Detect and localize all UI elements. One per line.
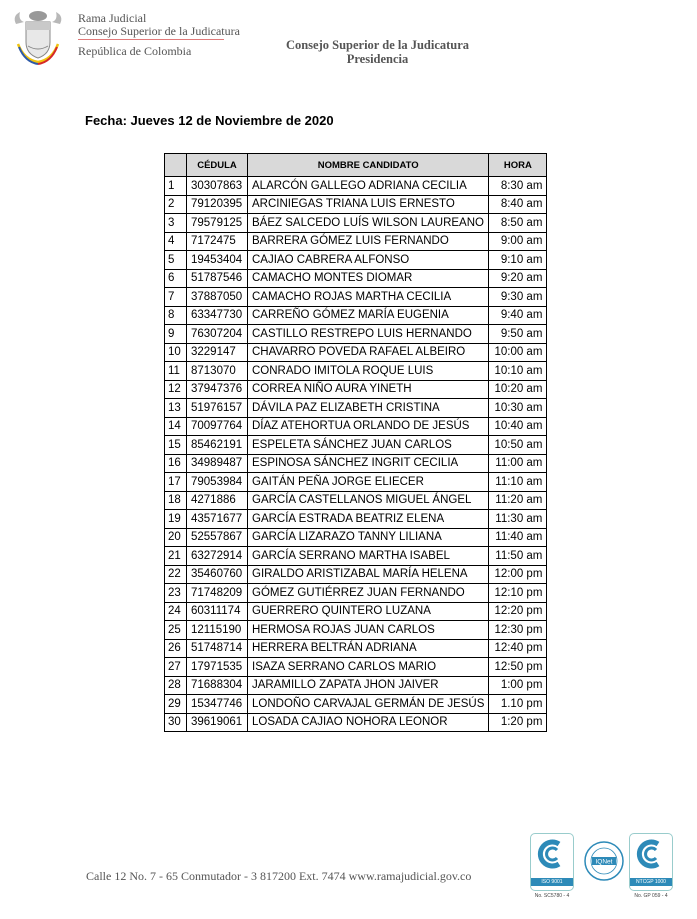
nombre-cell: LOSADA CAJIAO NOHORA LEONOR	[248, 713, 489, 732]
row-number: 15	[165, 436, 187, 455]
nombre-cell: BARRERA GÓMEZ LUIS FERNANDO	[248, 232, 489, 251]
table-header-row	[165, 154, 547, 177]
nombre-cell: CHAVARRO POVEDA RAFAEL ALBEIRO	[248, 343, 489, 362]
cedula-cell: 51787546	[187, 269, 248, 288]
hora-cell: 10:00 am	[489, 343, 547, 362]
table-row	[165, 214, 547, 233]
cedula-cell: 19453404	[187, 251, 248, 270]
row-number: 17	[165, 473, 187, 492]
cedula-cell: 52557867	[187, 528, 248, 547]
row-number: 27	[165, 658, 187, 677]
cedula-cell: 35460760	[187, 565, 248, 584]
table-row	[165, 362, 547, 381]
table-row	[165, 584, 547, 603]
hora-cell: 9:10 am	[489, 251, 547, 270]
cedula-cell: 3229147	[187, 343, 248, 362]
hora-cell: 8:30 am	[489, 177, 547, 196]
table-row	[165, 528, 547, 547]
cedula-cell: 79120395	[187, 195, 248, 214]
iqnet-label: IQNet	[595, 858, 613, 866]
hora-cell: 12:00 pm	[489, 565, 547, 584]
cedula-cell: 70097764	[187, 417, 248, 436]
logo-line-1: Rama Judicial	[78, 11, 147, 25]
row-number: 21	[165, 547, 187, 566]
cedula-cell: 30307863	[187, 177, 248, 196]
hora-cell: 1:20 pm	[489, 713, 547, 732]
hora-cell: 10:30 am	[489, 399, 547, 418]
cedula-cell: 7172475	[187, 232, 248, 251]
icontec-logo-icon	[535, 839, 569, 869]
row-number: 2	[165, 195, 187, 214]
table-row	[165, 658, 547, 677]
table-row	[165, 491, 547, 510]
nombre-cell: GUERRERO QUINTERO LUZANA	[248, 602, 489, 621]
row-number: 7	[165, 288, 187, 307]
cedula-cell: 51976157	[187, 399, 248, 418]
hora-cell: 8:50 am	[489, 214, 547, 233]
row-number: 30	[165, 713, 187, 732]
hora-cell: 12:10 pm	[489, 584, 547, 603]
hora-cell: 9:00 am	[489, 232, 547, 251]
cedula-cell: 60311174	[187, 602, 248, 621]
table-row	[165, 695, 547, 714]
table-row	[165, 713, 547, 732]
row-number: 4	[165, 232, 187, 251]
cedula-cell: 17971535	[187, 658, 248, 677]
table-row	[165, 473, 547, 492]
hora-cell: 1.10 pm	[489, 695, 547, 714]
row-number: 1	[165, 177, 187, 196]
hora-cell: 9:30 am	[489, 288, 547, 307]
hora-cell: 10:40 am	[489, 417, 547, 436]
nombre-cell: GÓMEZ GUTIÉRREZ JUAN FERNANDO	[248, 584, 489, 603]
hora-cell: 11:40 am	[489, 528, 547, 547]
nombre-cell: CAMACHO MONTES DIOMAR	[248, 269, 489, 288]
row-number: 23	[165, 584, 187, 603]
table-row	[165, 639, 547, 658]
hora-cell: 12:30 pm	[489, 621, 547, 640]
table-row	[165, 547, 547, 566]
nombre-cell: BÁEZ SALCEDO LUÍS WILSON LAUREANO	[248, 214, 489, 233]
hora-cell: 11:10 am	[489, 473, 547, 492]
nombre-cell: GIRALDO ARISTIZABAL MARÍA HELENA	[248, 565, 489, 584]
hora-cell: 10:20 am	[489, 380, 547, 399]
iso-9001-badge	[530, 833, 574, 899]
cedula-cell: 12115190	[187, 621, 248, 640]
cedula-cell: 71688304	[187, 676, 248, 695]
hora-cell: 11:50 am	[489, 547, 547, 566]
table-row	[165, 436, 547, 455]
nombre-cell: CAJIAO CABRERA ALFONSO	[248, 251, 489, 270]
row-number: 28	[165, 676, 187, 695]
nombre-cell: ALARCÓN GALLEGO ADRIANA CECILIA	[248, 177, 489, 196]
row-number: 14	[165, 417, 187, 436]
iso-9001-caption: No. SC5780 - 4	[534, 893, 570, 899]
table-row	[165, 565, 547, 584]
cedula-cell: 39619061	[187, 713, 248, 732]
hora-cell: 11:20 am	[489, 491, 547, 510]
nombre-cell: GARCÍA CASTELLANOS MIGUEL ÁNGEL	[248, 491, 489, 510]
cedula-cell: 8713070	[187, 362, 248, 381]
organization-heading	[220, 38, 535, 66]
table-row	[165, 288, 547, 307]
iqnet-seal-icon	[583, 840, 625, 882]
logo-text	[78, 12, 240, 58]
nombre-cell: LONDOÑO CARVAJAL GERMÁN DE JESÚS	[248, 695, 489, 714]
row-number: 20	[165, 528, 187, 547]
row-number: 26	[165, 639, 187, 658]
nombre-cell: GARCÍA LIZARAZO TANNY LILIANA	[248, 528, 489, 547]
organization-unit: Presidencia	[346, 52, 409, 66]
cedula-cell: 71748209	[187, 584, 248, 603]
row-number: 5	[165, 251, 187, 270]
nombre-cell: ARCINIEGAS TRIANA LUIS ERNESTO	[248, 195, 489, 214]
organization-name: Consejo Superior de la Judicatura	[285, 38, 470, 52]
cedula-cell: 43571677	[187, 510, 248, 529]
row-number: 9	[165, 325, 187, 344]
hora-cell: 8:40 am	[489, 195, 547, 214]
table-row	[165, 399, 547, 418]
col-header-hora: HORA	[489, 154, 547, 177]
table-row	[165, 232, 547, 251]
table-row	[165, 510, 547, 529]
nombre-cell: CASTILLO RESTREPO LUIS HERNANDO	[248, 325, 489, 344]
table-row	[165, 621, 547, 640]
table-row	[165, 177, 547, 196]
ntcgp-1000-caption: No. GP 059 - 4	[634, 893, 668, 899]
col-header-cedula: CÉDULA	[187, 154, 248, 177]
hora-cell: 10:50 am	[489, 436, 547, 455]
logo-divider	[78, 39, 224, 40]
nombre-cell: GARCÍA SERRANO MARTHA ISABEL	[248, 547, 489, 566]
hora-cell: 12:20 pm	[489, 602, 547, 621]
row-number: 16	[165, 454, 187, 473]
cedula-cell: 79579125	[187, 214, 248, 233]
candidates-table	[164, 153, 547, 732]
cedula-cell: 51748714	[187, 639, 248, 658]
row-number: 18	[165, 491, 187, 510]
hora-cell: 9:40 am	[489, 306, 547, 325]
cedula-cell: 34989487	[187, 454, 248, 473]
nombre-cell: JARAMILLO ZAPATA JHON JAIVER	[248, 676, 489, 695]
cedula-cell: 63347730	[187, 306, 248, 325]
row-number: 29	[165, 695, 187, 714]
cedula-cell: 15347746	[187, 695, 248, 714]
icontec-logo-icon	[634, 839, 668, 869]
nombre-cell: DÍAZ ATEHORTUA ORLANDO DE JESÚS	[248, 417, 489, 436]
nombre-cell: ESPELETA SÁNCHEZ JUAN CARLOS	[248, 436, 489, 455]
col-header-nombre: NOMBRE CANDIDATO	[248, 154, 489, 177]
row-number: 25	[165, 621, 187, 640]
hora-cell: 11:30 am	[489, 510, 547, 529]
date-line: Fecha: Jueves 12 de Noviembre de 2020	[85, 113, 334, 128]
table-row	[165, 602, 547, 621]
row-number: 13	[165, 399, 187, 418]
nombre-cell: HERMOSA ROJAS JUAN CARLOS	[248, 621, 489, 640]
col-header-number	[165, 154, 187, 177]
table-row	[165, 269, 547, 288]
hora-cell: 12:40 pm	[489, 639, 547, 658]
row-number: 11	[165, 362, 187, 381]
row-number: 8	[165, 306, 187, 325]
row-number: 22	[165, 565, 187, 584]
nombre-cell: GARCÍA ESTRADA BEATRIZ ELENA	[248, 510, 489, 529]
hora-cell: 9:50 am	[489, 325, 547, 344]
ntcgp-1000-label: NTCGP 1000	[630, 878, 672, 886]
hora-cell: 9:20 am	[489, 269, 547, 288]
table-row	[165, 380, 547, 399]
row-number: 24	[165, 602, 187, 621]
hora-cell: 1:00 pm	[489, 676, 547, 695]
nombre-cell: HERRERA BELTRÁN ADRIANA	[248, 639, 489, 658]
colombia-coat-of-arms-icon	[10, 6, 66, 66]
hora-cell: 11:00 am	[489, 454, 547, 473]
nombre-cell: DÁVILA PAZ ELIZABETH CRISTINA	[248, 399, 489, 418]
row-number: 3	[165, 214, 187, 233]
row-number: 12	[165, 380, 187, 399]
row-number: 6	[165, 269, 187, 288]
nombre-cell: CAMACHO ROJAS MARTHA CECILIA	[248, 288, 489, 307]
cedula-cell: 4271886	[187, 491, 248, 510]
nombre-cell: ISAZA SERRANO CARLOS MARIO	[248, 658, 489, 677]
nombre-cell: GAITÁN PEÑA JORGE ELIECER	[248, 473, 489, 492]
cedula-cell: 37887050	[187, 288, 248, 307]
cedula-cell: 85462191	[187, 436, 248, 455]
table-row	[165, 454, 547, 473]
nombre-cell: CONRADO IMITOLA ROQUE LUIS	[248, 362, 489, 381]
logo-line-3: República de Colombia	[78, 44, 192, 58]
hora-cell: 10:10 am	[489, 362, 547, 381]
table-row	[165, 343, 547, 362]
nombre-cell: ESPINOSA SÁNCHEZ INGRIT CECILIA	[248, 454, 489, 473]
cedula-cell: 37947376	[187, 380, 248, 399]
row-number: 19	[165, 510, 187, 529]
ntcgp-1000-badge	[629, 833, 673, 899]
table-row	[165, 251, 547, 270]
hora-cell: 12:50 pm	[489, 658, 547, 677]
table-row	[165, 325, 547, 344]
row-number: 10	[165, 343, 187, 362]
cedula-cell: 76307204	[187, 325, 248, 344]
logo-line-2: Consejo Superior de la Judicatura	[78, 24, 240, 38]
footer-address: Calle 12 No. 7 - 65 Conmutador - 3 817200 Ext. 7474 www.ramajudicial.gov.co	[86, 869, 472, 883]
cedula-cell: 63272914	[187, 547, 248, 566]
table-row	[165, 306, 547, 325]
table-row	[165, 676, 547, 695]
nombre-cell: CORREA NIÑO AURA YINETH	[248, 380, 489, 399]
table-row	[165, 195, 547, 214]
cedula-cell: 79053984	[187, 473, 248, 492]
iso-9001-label: ISO 9001	[531, 878, 573, 886]
table-row	[165, 417, 547, 436]
nombre-cell: CARREÑO GÓMEZ MARÍA EUGENIA	[248, 306, 489, 325]
